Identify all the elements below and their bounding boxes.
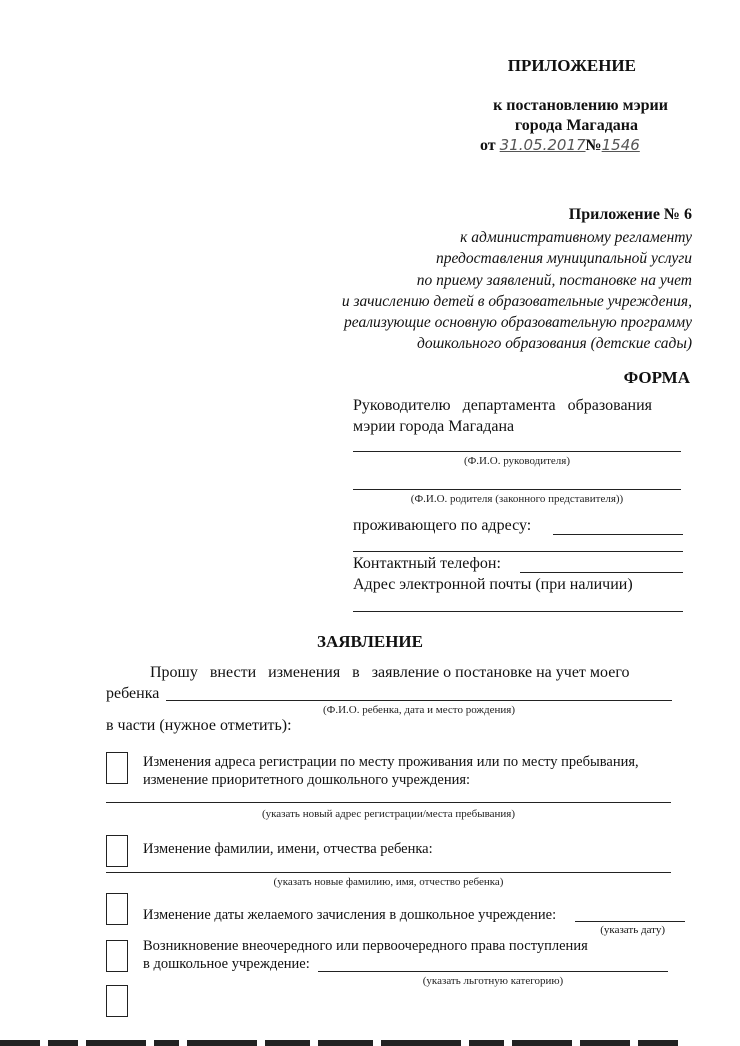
part-label: в части (нужное отметить): [106, 717, 292, 734]
email-label: Адрес электронной почты (при наличии) [353, 576, 633, 593]
addressee-line-2: мэрии города Магадана [353, 418, 515, 435]
address-line-2[interactable] [353, 551, 683, 552]
parent-name-line[interactable] [353, 489, 681, 490]
resolution-line-2: города Магадана [514, 117, 638, 134]
residing-label: проживающего по адресу: [353, 517, 532, 534]
option-date-label: Изменение даты желаемого зачисления в дошкольное учреждение: [143, 907, 557, 923]
option-date-caption: (указать дату) [600, 924, 665, 936]
appendix6-line: дошкольного образования (детские сады) [417, 335, 692, 353]
resolution-date: 31.05.2017 [499, 136, 586, 154]
statement-intro-line-1: Прошу внести изменения в заявление о постановке на учет моего [150, 664, 630, 681]
child-name-caption: (Ф.И.О. ребенка, дата и место рождения) [322, 704, 516, 716]
child-name-line[interactable] [166, 700, 672, 701]
option-name-field[interactable] [106, 872, 671, 873]
option-address-field[interactable] [106, 802, 671, 803]
option-address-line-1: Изменения адреса регистрации по месту проживания или по месту пребывания, [143, 754, 639, 770]
appendix6-description [240, 227, 692, 355]
statement-intro-line-2: ребенка [106, 685, 160, 702]
appendix-title: ПРИЛОЖЕНИЕ [507, 56, 636, 75]
addressee-line-1: Руководителю департамента образования [353, 397, 653, 414]
option-privilege-line-2: в дошкольное учреждение: [143, 956, 310, 972]
option-privilege-line-1: Возникновение внеочередного или первоочередного права поступления [143, 938, 588, 954]
option-extra-checkbox[interactable] [106, 985, 128, 1017]
phone-label: Контактный телефон: [353, 555, 501, 572]
phone-line[interactable] [520, 572, 683, 573]
option-privilege-field[interactable] [318, 971, 668, 972]
form-label: ФОРМА [623, 368, 690, 387]
page-cutoff-strip [0, 1040, 740, 1046]
appendix6-line: реализующие основную образовательную программу [344, 314, 692, 332]
resolution-line-1: к постановлению мэрии [493, 97, 668, 114]
head-name-caption: (Ф.И.О. руководителя) [463, 455, 571, 467]
resolution-number: 1546 [601, 136, 640, 154]
statement-title: ЗАЯВЛЕНИЕ [316, 632, 423, 651]
parent-name-caption: (Ф.И.О. родителя (законного представителя)) [410, 493, 624, 505]
address-line-1[interactable] [553, 534, 683, 535]
option-name-label: Изменение фамилии, имени, отчества ребенка: [143, 841, 433, 857]
appendix6-line: по приему заявлений, постановке на учет [416, 271, 692, 289]
appendix6-line: к административному регламенту [460, 229, 692, 246]
option-name-caption: (указать новые фамилию, имя, отчество ребенка) [273, 876, 504, 888]
appendix6-line: и зачислению детей в образовательные учреждения, [341, 292, 692, 310]
head-name-line[interactable] [353, 451, 681, 452]
option-date-checkbox[interactable] [106, 893, 128, 925]
option-date-field[interactable] [575, 921, 685, 922]
appendix6-title: Приложение № 6 [568, 206, 692, 223]
resolution-date-number [480, 136, 640, 155]
option-address-line-2: изменение приоритетного дошкольного учреждения: [143, 772, 471, 788]
option-address-checkbox[interactable] [106, 752, 128, 784]
option-privilege-checkbox[interactable] [106, 940, 128, 972]
option-name-checkbox[interactable] [106, 835, 128, 867]
number-label: № [585, 137, 602, 154]
option-address-caption: (указать новый адрес регистрации/места пребывания) [261, 808, 516, 820]
option-privilege-caption: (указать льготную категорию) [422, 975, 564, 987]
email-line[interactable] [353, 611, 683, 612]
from-label: от [480, 137, 496, 154]
appendix6-line: предоставления муниципальной услуги [436, 250, 692, 268]
